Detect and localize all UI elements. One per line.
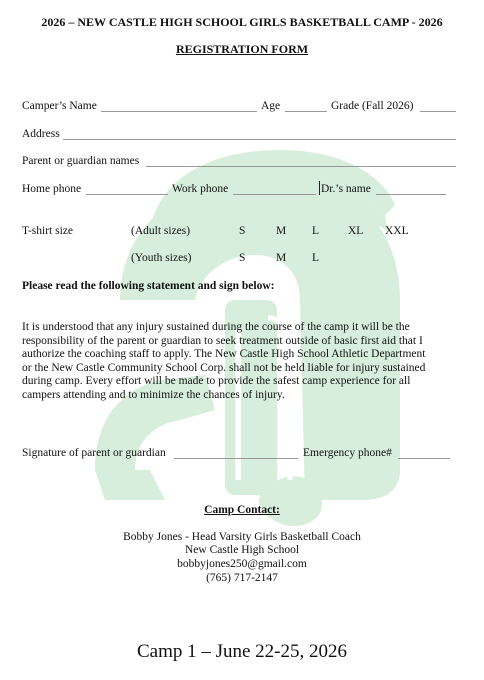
- address-field[interactable]: [63, 139, 456, 140]
- camper-name-label: Camper’s Name: [22, 100, 97, 112]
- dr-name-label: Dr.’s name: [321, 183, 371, 195]
- home-phone-label: Home phone: [22, 183, 82, 195]
- youth-sizes-label: (Youth sizes): [131, 252, 192, 264]
- work-phone-label: Work phone: [172, 183, 229, 195]
- parent-names-field[interactable]: [146, 166, 456, 167]
- youth-size-s[interactable]: S: [239, 252, 246, 264]
- work-phone-field[interactable]: [233, 194, 316, 195]
- emergency-phone-label: Emergency phone#: [303, 447, 392, 459]
- statement-line: during camp. Every effort will be made to provide the safest camp experience for all: [22, 375, 411, 388]
- youth-size-m[interactable]: M: [276, 252, 287, 264]
- signature-label: Signature of parent or guardian: [22, 447, 166, 459]
- statement-line: It is understood that any injury sustained during the course of the camp it will be the: [22, 321, 410, 333]
- contact-email[interactable]: bobbyjones250@gmail.com: [177, 558, 307, 570]
- form-title: 2026 – NEW CASTLE HIGH SCHOOL GIRLS BASKETBALL CAMP - 2026: [41, 15, 443, 29]
- age-label: Age: [261, 100, 281, 112]
- contact-phone: (765) 717-2147: [206, 572, 278, 584]
- statement-line: responsibility of the parent or guardian to seek treatment outside of basic first aid that I: [22, 334, 423, 347]
- statement-paragraph: [22, 321, 462, 403]
- adult-size-xxl[interactable]: XXL: [385, 225, 409, 237]
- adult-size-m[interactable]: M: [276, 225, 287, 237]
- home-phone-field[interactable]: [86, 194, 168, 195]
- statement-line: or the New Castle Community School Corp. shall not be held liable for injury sustained: [22, 361, 426, 374]
- statement-line: authorize the coaching staff to apply. The New Castle High School Athletic Department: [22, 348, 426, 361]
- adult-size-l[interactable]: L: [312, 225, 320, 237]
- emergency-phone-field[interactable]: [398, 458, 450, 459]
- tshirt-label: T-shirt size: [22, 225, 73, 237]
- address-label: Address: [22, 128, 60, 140]
- adult-size-xl[interactable]: XL: [348, 225, 364, 237]
- contact-name: Bobby Jones - Head Varsity Girls Basketball Coach: [123, 531, 361, 543]
- statement-line: campers attending and to minimize the chances of injury.: [22, 388, 285, 401]
- text-cursor: [319, 181, 320, 195]
- adult-sizes-label: (Adult sizes): [131, 225, 191, 237]
- grade-label: Grade (Fall 2026): [331, 100, 414, 112]
- age-field[interactable]: [285, 111, 327, 112]
- youth-size-l[interactable]: L: [312, 252, 320, 264]
- form-subtitle: REGISTRATION FORM: [175, 42, 309, 56]
- statement-heading: Please read the following statement and sign below:: [22, 280, 275, 292]
- parent-names-label: Parent or guardian names: [22, 155, 140, 167]
- adult-size-s[interactable]: S: [239, 225, 246, 237]
- grade-field[interactable]: [420, 111, 456, 112]
- dr-name-field[interactable]: [376, 194, 446, 195]
- signature-field[interactable]: [174, 458, 298, 459]
- contact-school: New Castle High School: [184, 544, 300, 556]
- contact-heading: Camp Contact:: [204, 504, 280, 516]
- camp-dates: Camp 1 – June 22-25, 2026: [136, 641, 348, 662]
- camper-name-field[interactable]: [101, 111, 257, 112]
